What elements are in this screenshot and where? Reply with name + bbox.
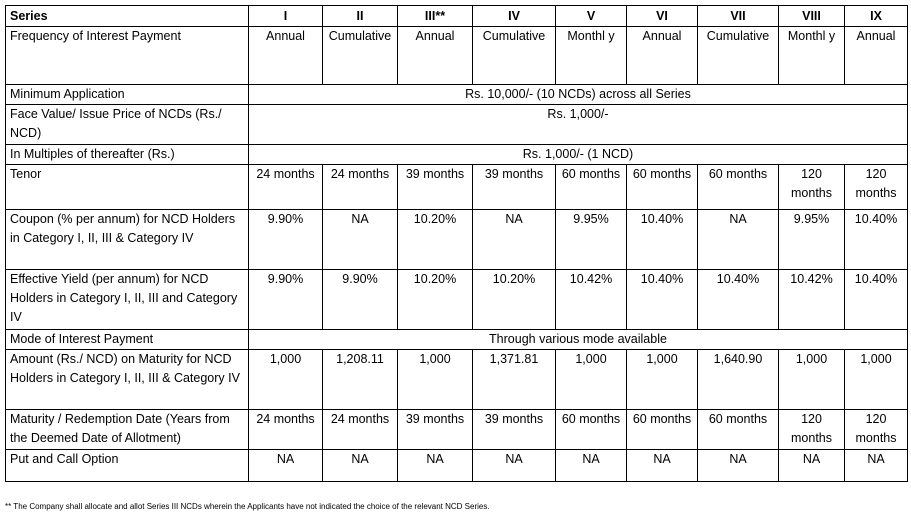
table-cell: 1,000	[627, 350, 698, 410]
row-frequency	[6, 27, 908, 85]
table-cell: Annual	[398, 27, 473, 85]
row-face-value	[6, 105, 908, 145]
table-cell: 39 months	[398, 165, 473, 210]
table-cell: Annual	[249, 27, 323, 85]
row-label: Put and Call Option	[6, 450, 249, 482]
row-maturity-date	[6, 410, 908, 450]
table-cell: 24 months	[249, 165, 323, 210]
row-label: Face Value/ Issue Price of NCDs (Rs./ NCD)	[6, 105, 249, 145]
table-cell: 60 months	[627, 165, 698, 210]
row-label: Amount (Rs./ NCD) on Maturity for NCD Holders in Category I, II, III & Category IV	[6, 350, 249, 410]
header-series-iii: III**	[398, 6, 473, 27]
table-cell: NA	[473, 210, 556, 270]
table-cell: Cumulative	[473, 27, 556, 85]
row-label: Frequency of Interest Payment	[6, 27, 249, 85]
row-coupon	[6, 210, 908, 270]
table-cell: NA	[698, 450, 779, 482]
table-cell: 1,371.81	[473, 350, 556, 410]
footnote: ** The Company shall allocate and allot Series III NCDs wherein the Applicants have not indicated the choice of the relevant NCD Series.	[5, 502, 490, 511]
table-cell: NA	[627, 450, 698, 482]
table-cell: Cumulative	[323, 27, 398, 85]
header-series-viii: VIII	[779, 6, 845, 27]
table-cell: 10.42%	[779, 270, 845, 330]
table-cell: 10.42%	[556, 270, 627, 330]
table-cell: 120 months	[845, 410, 908, 450]
table-cell: Annual	[845, 27, 908, 85]
merged-cell: Rs. 1,000/- (1 NCD)	[249, 145, 908, 165]
table-cell: Annual	[627, 27, 698, 85]
table-cell: NA	[779, 450, 845, 482]
table-cell: 10.40%	[627, 270, 698, 330]
header-series-vii: VII	[698, 6, 779, 27]
table-cell: 10.20%	[398, 210, 473, 270]
table-cell: 10.40%	[845, 270, 908, 330]
table-cell: 24 months	[323, 165, 398, 210]
table-cell: 9.95%	[779, 210, 845, 270]
table-cell: 9.90%	[249, 210, 323, 270]
table-cell: 9.90%	[249, 270, 323, 330]
table-cell: 10.40%	[627, 210, 698, 270]
merged-cell: Rs. 1,000/-	[249, 105, 908, 145]
table-cell: 60 months	[556, 165, 627, 210]
table-cell: 9.90%	[323, 270, 398, 330]
table-cell: 10.20%	[473, 270, 556, 330]
table-cell: NA	[249, 450, 323, 482]
table-cell: 1,000	[556, 350, 627, 410]
table-cell: 60 months	[556, 410, 627, 450]
row-label: Coupon (% per annum) for NCD Holders in Category I, II, III & Category IV	[6, 210, 249, 270]
table-cell: 120 months	[779, 410, 845, 450]
table-cell: 120 months	[779, 165, 845, 210]
row-put-call	[6, 450, 908, 482]
header-series-ix: IX	[845, 6, 908, 27]
table-cell: NA	[398, 450, 473, 482]
table-cell: 39 months	[473, 165, 556, 210]
table-cell: NA	[845, 450, 908, 482]
table-cell: 24 months	[249, 410, 323, 450]
table-cell: 39 months	[473, 410, 556, 450]
table-cell: 10.40%	[698, 270, 779, 330]
table-cell: 10.20%	[398, 270, 473, 330]
header-row	[6, 6, 908, 27]
merged-cell: Rs. 10,000/- (10 NCDs) across all Series	[249, 85, 908, 105]
row-label: Tenor	[6, 165, 249, 210]
table-cell: 60 months	[698, 410, 779, 450]
header-series-ii: II	[323, 6, 398, 27]
row-label: Effective Yield (per annum) for NCD Holders in Category I, II, III and Category IV	[6, 270, 249, 330]
row-tenor	[6, 165, 908, 210]
header-series-i: I	[249, 6, 323, 27]
row-min-application	[6, 85, 908, 105]
table-cell: 120 months	[845, 165, 908, 210]
table-cell: 1,208.11	[323, 350, 398, 410]
table-cell: Monthl y	[556, 27, 627, 85]
table-cell: Monthl y	[779, 27, 845, 85]
row-maturity-amount	[6, 350, 908, 410]
table-cell: Cumulative	[698, 27, 779, 85]
table-cell: NA	[556, 450, 627, 482]
merged-cell: Through various mode available	[249, 330, 908, 350]
table-cell: 60 months	[698, 165, 779, 210]
header-series-vi: VI	[627, 6, 698, 27]
table-cell: 24 months	[323, 410, 398, 450]
header-series-iv: IV	[473, 6, 556, 27]
row-label: Mode of Interest Payment	[6, 330, 249, 350]
row-label: Minimum Application	[6, 85, 249, 105]
row-mode	[6, 330, 908, 350]
table-cell: 9.95%	[556, 210, 627, 270]
header-series: Series	[6, 6, 249, 27]
row-effective-yield	[6, 270, 908, 330]
row-multiples	[6, 145, 908, 165]
table-cell: NA	[473, 450, 556, 482]
table-cell: 39 months	[398, 410, 473, 450]
header-series-v: V	[556, 6, 627, 27]
table-cell: 1,000	[398, 350, 473, 410]
row-label: In Multiples of thereafter (Rs.)	[6, 145, 249, 165]
row-label: Maturity / Redemption Date (Years from the Deemed Date of Allotment)	[6, 410, 249, 450]
table-cell: 1,000	[249, 350, 323, 410]
table-cell: 10.40%	[845, 210, 908, 270]
table-cell: 60 months	[627, 410, 698, 450]
table-cell: NA	[698, 210, 779, 270]
table-cell: NA	[323, 210, 398, 270]
ncd-series-table	[5, 5, 908, 482]
table-cell: 1,640.90	[698, 350, 779, 410]
table-cell: 1,000	[779, 350, 845, 410]
table-cell: NA	[323, 450, 398, 482]
table-cell: 1,000	[845, 350, 908, 410]
